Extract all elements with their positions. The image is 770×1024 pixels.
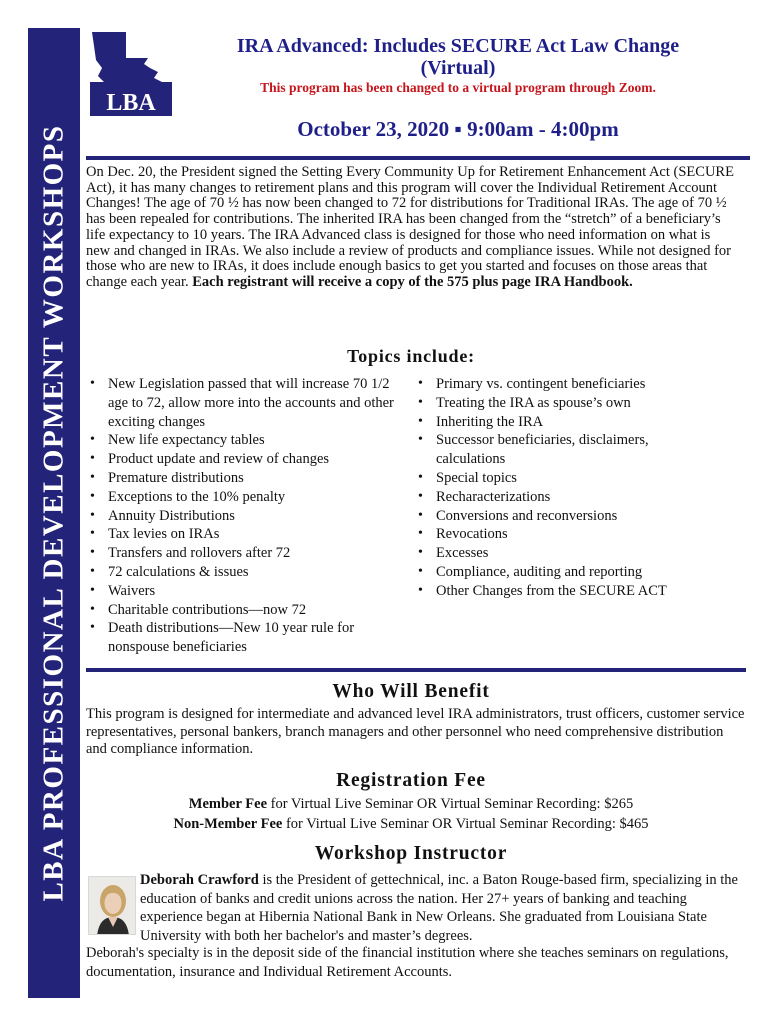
page-title	[190, 35, 726, 79]
benefit-text: This program is designed for intermediate and advanced level IRA administrators, trust officers, customer service representatives, personal bankers, branch managers and other personnel who need comprehensive distribution and compliance information.	[86, 706, 745, 757]
member-fee-text: for Virtual Live Seminar OR Virtual Seminar Recording: $265	[267, 796, 634, 812]
title-line-2: (Virtual)	[420, 57, 496, 79]
list-item: • Tax levies on IRAs	[86, 525, 408, 544]
list-item: • Death distributions—New 10 year rule for nonspouse beneficiaries	[86, 619, 408, 657]
lba-logo	[88, 28, 174, 118]
instructor-heading: Workshop Instructor	[314, 843, 508, 864]
list-item: • Inheriting the IRA	[414, 413, 714, 432]
nonmember-fee-label: Non-Member Fee	[173, 815, 283, 832]
list-item: • Excesses	[414, 544, 714, 563]
topics-heading: Topics include:	[347, 346, 475, 366]
instructor-bio-text: is the President of gettechnical, inc. a Baton Rouge-based firm, specializing in the education of banks and credit unions across the nation. Her 27+ years of banking and teaching experience began at Hibernia National Bank in New Orleans. She graduated from Louisiana State University with both her bachelor's and master’s degrees.	[140, 872, 738, 944]
list-item: • Transfers and rollovers after 72	[86, 544, 408, 563]
event-date-time: October 23, 2020 ▪ 9:00am - 4:00pm	[297, 117, 619, 141]
fee-heading: Registration Fee	[336, 770, 486, 791]
instructor-name: Deborah Crawford	[140, 872, 259, 888]
sidebar-label: LBA PROFESSIONAL DEVELOPMENT WORKSHOPS	[37, 124, 70, 902]
list-item: • Product update and review of changes	[86, 450, 408, 469]
list-item: • Successor beneficiaries, disclaimers, calculations	[414, 431, 714, 469]
member-fee-label: Member Fee	[188, 796, 268, 812]
list-item: • Premature distributions	[86, 469, 408, 488]
title-line-1: IRA Advanced: Includes SECURE Act Law Change	[236, 35, 680, 57]
virtual-notice: This program has been changed to a virtual program through Zoom.	[260, 80, 656, 95]
instructor-bio-rest: Deborah's specialty is in the deposit side of the financial institution where she teaches seminars on regulations, documentation, insurance and Individual Retirement Accounts.	[86, 945, 729, 980]
list-item: • Special topics	[414, 469, 714, 488]
header-divider	[86, 156, 750, 160]
list-item: • Revocations	[414, 525, 714, 544]
list-item: • Primary vs. contingent beneficiaries	[414, 375, 714, 394]
intro-text: On Dec. 20, the President signed the Setting Every Community Up for Retirement Enhancement Act (SECURE Act), it has many changes to retirement plans and this program will cover the Individual Retirement Account Changes! The age of 70 ½ has now been changed to 72 for distributions for Traditional IRAs. The age of 70 ½ has been repealed for contributions. The inherited IRA has been changed from the “stretch” of a beneficiary’s life expectancy to 10 years. The IRA Advanced class is designed for those who need information on what is new and changed in IRAs. We also include a review of products and compliance issues. While not designed for those who are new to IRAs, it does include enough basics to get you started and focuses on those areas that change each year.	[86, 164, 734, 290]
nonmember-fee-text: for Virtual Live Seminar OR Virtual Seminar Recording: $465	[282, 815, 649, 832]
topics-list-right	[414, 375, 714, 601]
list-item: • Waivers	[86, 582, 408, 601]
list-item: • 72 calculations & issues	[86, 563, 408, 582]
topics-list-left	[86, 375, 408, 657]
list-item: • New life expectancy tables	[86, 431, 408, 450]
list-item: • Conversions and reconversions	[414, 507, 714, 526]
instructor-bio-first	[140, 871, 746, 945]
nonmember-fee-line	[86, 815, 736, 835]
list-item: • Compliance, auditing and reporting	[414, 563, 714, 582]
intro-bold-text: Each registrant will receive a copy of the 575 plus page IRA Handbook.	[192, 273, 633, 290]
list-item: • Charitable contributions—now 72	[86, 601, 408, 620]
list-item: • Other Changes from the SECURE ACT	[414, 582, 714, 601]
list-item: • Treating the IRA as spouse’s own	[414, 394, 714, 413]
list-item: • Annuity Distributions	[86, 507, 408, 526]
fee-lines	[86, 795, 736, 834]
list-item: • New Legislation passed that will increase 70 1/2 age to 72, allow more into the accounts and other exciting changes	[86, 375, 408, 431]
sidebar-banner	[28, 28, 80, 998]
svg-text:LBA: LBA	[106, 90, 156, 116]
intro-paragraph	[86, 165, 736, 291]
member-fee-line	[86, 795, 736, 815]
benefit-heading: Who Will Benefit	[332, 681, 490, 702]
list-item: • Exceptions to the 10% penalty	[86, 488, 408, 507]
instructor-photo	[88, 876, 136, 935]
topics-divider	[86, 668, 746, 672]
list-item: • Recharacterizations	[414, 488, 714, 507]
